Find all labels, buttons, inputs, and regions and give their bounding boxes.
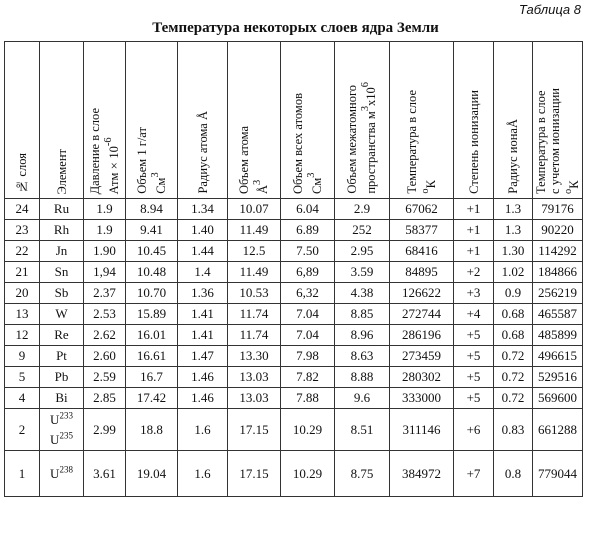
cell-interatomic: 9.6 [335, 388, 390, 409]
table-row [5, 451, 583, 497]
cell-ion-radius: 0.9 [494, 283, 533, 304]
table-row [5, 241, 583, 262]
cell-layer: 20 [5, 283, 40, 304]
cell-temperature: 280302 [390, 367, 454, 388]
cell-interatomic: 8.85 [335, 304, 390, 325]
cell-element: Rh [40, 220, 84, 241]
cell-radius: 1.46 [178, 388, 228, 409]
cell-ionization: +6 [454, 409, 494, 451]
cell-layer: 12 [5, 325, 40, 346]
cell-all-atoms: 7.04 [281, 304, 335, 325]
cell-interatomic: 252 [335, 220, 390, 241]
cell-pressure: 1.9 [84, 199, 126, 220]
cell-ionization: +4 [454, 304, 494, 325]
header-element: Элемент [40, 42, 84, 199]
cell-pressure: 2.59 [84, 367, 126, 388]
cell-ion-radius: 1.30 [494, 241, 533, 262]
cell-interatomic: 2.9 [335, 199, 390, 220]
cell-temp-ion: 496615 [533, 346, 583, 367]
cell-volume: 8.94 [126, 199, 178, 220]
cell-pressure: 2.62 [84, 325, 126, 346]
cell-temp-ion: 779044 [533, 451, 583, 497]
cell-element: Ru [40, 199, 84, 220]
cell-ionization: +1 [454, 241, 494, 262]
cell-pressure: 2.85 [84, 388, 126, 409]
cell-temp-ion: 465587 [533, 304, 583, 325]
cell-atom-volume: 17.15 [228, 409, 281, 451]
cell-atom-volume: 13.30 [228, 346, 281, 367]
table-row [5, 304, 583, 325]
cell-ion-radius: 0.8 [494, 451, 533, 497]
cell-pressure: 3.61 [84, 451, 126, 497]
header-temperature: Температура в слое $^o$К [390, 42, 454, 199]
header-ionization: Степень ионизации [454, 42, 494, 199]
table-row [5, 346, 583, 367]
cell-element: $U^{233}$ $U^{235}$ [40, 409, 84, 451]
cell-atom-volume: 13.03 [228, 367, 281, 388]
cell-temperature: 272744 [390, 304, 454, 325]
cell-layer: 4 [5, 388, 40, 409]
header-ion-radius: Радиус ионаÅ [494, 42, 533, 199]
cell-atom-volume: 11.49 [228, 262, 281, 283]
table-row [5, 388, 583, 409]
cell-temp-ion: 184866 [533, 262, 583, 283]
cell-radius: 1.41 [178, 325, 228, 346]
cell-ion-radius: 1.3 [494, 199, 533, 220]
header-row [5, 42, 583, 199]
table-row [5, 262, 583, 283]
cell-ionization: +7 [454, 451, 494, 497]
cell-ionization: +5 [454, 346, 494, 367]
cell-element: W [40, 304, 84, 325]
cell-interatomic: 8.75 [335, 451, 390, 497]
cell-layer: 23 [5, 220, 40, 241]
cell-pressure: 2.99 [84, 409, 126, 451]
cell-temp-ion: 114292 [533, 241, 583, 262]
header-pressure: Давление в слое $Атм\times 10^{-6}$ [84, 42, 126, 199]
cell-layer: 21 [5, 262, 40, 283]
cell-pressure: 2.53 [84, 304, 126, 325]
cell-volume: 10.70 [126, 283, 178, 304]
cell-all-atoms: 7.88 [281, 388, 335, 409]
table-row [5, 283, 583, 304]
cell-volume: 15.89 [126, 304, 178, 325]
cell-interatomic: 8.96 [335, 325, 390, 346]
cell-all-atoms: 6,32 [281, 283, 335, 304]
cell-interatomic: 8.63 [335, 346, 390, 367]
cell-radius: 1.46 [178, 367, 228, 388]
table-number-label: Таблица 8 [518, 2, 581, 17]
table-row [5, 220, 583, 241]
header-all-atoms-volume: Объем всех атомов $См^3$ [281, 42, 335, 199]
cell-ionization: +5 [454, 367, 494, 388]
cell-temperature: 126622 [390, 283, 454, 304]
cell-ion-radius: 0.72 [494, 388, 533, 409]
cell-ionization: +1 [454, 199, 494, 220]
cell-ionization: +1 [454, 220, 494, 241]
cell-atom-volume: 17.15 [228, 451, 281, 497]
table-row [5, 367, 583, 388]
cell-radius: 1.36 [178, 283, 228, 304]
cell-layer: 9 [5, 346, 40, 367]
cell-all-atoms: 10.29 [281, 451, 335, 497]
cell-all-atoms: 7.04 [281, 325, 335, 346]
cell-atom-volume: 10.07 [228, 199, 281, 220]
cell-layer: 13 [5, 304, 40, 325]
cell-pressure: 2.60 [84, 346, 126, 367]
cell-volume: 18.8 [126, 409, 178, 451]
cell-pressure: 1.90 [84, 241, 126, 262]
cell-radius: 1.44 [178, 241, 228, 262]
core-temperature-table [4, 41, 583, 497]
cell-ion-radius: 0.72 [494, 367, 533, 388]
header-atom-radius: Радиус атома Å [178, 42, 228, 199]
cell-all-atoms: 7.50 [281, 241, 335, 262]
cell-element: Bi [40, 388, 84, 409]
cell-ion-radius: 0.72 [494, 346, 533, 367]
cell-all-atoms: 6.04 [281, 199, 335, 220]
cell-all-atoms: 6,89 [281, 262, 335, 283]
cell-volume: 16.61 [126, 346, 178, 367]
cell-temp-ion: 661288 [533, 409, 583, 451]
cell-volume: 9.41 [126, 220, 178, 241]
cell-ionization: +3 [454, 283, 494, 304]
cell-radius: 1.41 [178, 304, 228, 325]
cell-element: Sb [40, 283, 84, 304]
cell-temp-ion: 90220 [533, 220, 583, 241]
cell-ion-radius: 0.68 [494, 325, 533, 346]
cell-element: Pb [40, 367, 84, 388]
table-title: Температура некоторых слоев ядра Земли [152, 20, 439, 36]
cell-radius: 1.47 [178, 346, 228, 367]
cell-atom-volume: 10.53 [228, 283, 281, 304]
cell-layer: 22 [5, 241, 40, 262]
cell-all-atoms: 10.29 [281, 409, 335, 451]
cell-temperature: 273459 [390, 346, 454, 367]
cell-ion-radius: 1.3 [494, 220, 533, 241]
cell-volume: 10.48 [126, 262, 178, 283]
cell-layer: 1 [5, 451, 40, 497]
cell-temp-ion: 485899 [533, 325, 583, 346]
cell-interatomic: 8.51 [335, 409, 390, 451]
cell-ion-radius: 1.02 [494, 262, 533, 283]
header-layer: № слоя [5, 42, 40, 199]
cell-element: Re [40, 325, 84, 346]
cell-ionization: +5 [454, 388, 494, 409]
cell-element: Pt [40, 346, 84, 367]
cell-element: $U^{238}$ [40, 451, 84, 497]
cell-ion-radius: 0.83 [494, 409, 533, 451]
cell-temperature: 333000 [390, 388, 454, 409]
header-temp-with-ionization: Температура в слое с учетом ионизации $^o$К [533, 42, 583, 199]
cell-layer: 24 [5, 199, 40, 220]
cell-temp-ion: 256219 [533, 283, 583, 304]
header-interatomic-space: Объем межатомного пространства $м^3х10^6$ [335, 42, 390, 199]
cell-radius: 1.4 [178, 262, 228, 283]
cell-atom-volume: 11.49 [228, 220, 281, 241]
cell-volume: 16.7 [126, 367, 178, 388]
cell-atom-volume: 12.5 [228, 241, 281, 262]
cell-volume: 10.45 [126, 241, 178, 262]
cell-temperature: 286196 [390, 325, 454, 346]
cell-ion-radius: 0.68 [494, 304, 533, 325]
cell-temperature: 384972 [390, 451, 454, 497]
cell-radius: 1.6 [178, 409, 228, 451]
cell-volume: 16.01 [126, 325, 178, 346]
header-atom-volume: Объем атома $Å^3$ [228, 42, 281, 199]
cell-atom-volume: 13.03 [228, 388, 281, 409]
cell-element: Sn [40, 262, 84, 283]
cell-interatomic: 3.59 [335, 262, 390, 283]
cell-temperature: 84895 [390, 262, 454, 283]
cell-temperature: 68416 [390, 241, 454, 262]
table-row [5, 199, 583, 220]
cell-atom-volume: 11.74 [228, 304, 281, 325]
cell-layer: 5 [5, 367, 40, 388]
cell-pressure: 1.9 [84, 220, 126, 241]
cell-interatomic: 2.95 [335, 241, 390, 262]
cell-volume: 17.42 [126, 388, 178, 409]
cell-temperature: 67062 [390, 199, 454, 220]
table-row [5, 325, 583, 346]
table-row [5, 409, 583, 451]
cell-layer: 2 [5, 409, 40, 451]
cell-pressure: 1,94 [84, 262, 126, 283]
cell-interatomic: 4.38 [335, 283, 390, 304]
cell-temp-ion: 529516 [533, 367, 583, 388]
cell-interatomic: 8.88 [335, 367, 390, 388]
cell-temperature: 311146 [390, 409, 454, 451]
cell-element: Jn [40, 241, 84, 262]
header-volume: Объем 1 г/ат $См^3$ [126, 42, 178, 199]
cell-ionization: +5 [454, 325, 494, 346]
cell-radius: 1.6 [178, 451, 228, 497]
cell-temp-ion: 569600 [533, 388, 583, 409]
cell-temp-ion: 79176 [533, 199, 583, 220]
cell-all-atoms: 7.98 [281, 346, 335, 367]
cell-temperature: 58377 [390, 220, 454, 241]
cell-atom-volume: 11.74 [228, 325, 281, 346]
cell-radius: 1.34 [178, 199, 228, 220]
cell-all-atoms: 6.89 [281, 220, 335, 241]
cell-volume: 19.04 [126, 451, 178, 497]
cell-all-atoms: 7.82 [281, 367, 335, 388]
cell-pressure: 2.37 [84, 283, 126, 304]
cell-ionization: +2 [454, 262, 494, 283]
cell-radius: 1.40 [178, 220, 228, 241]
